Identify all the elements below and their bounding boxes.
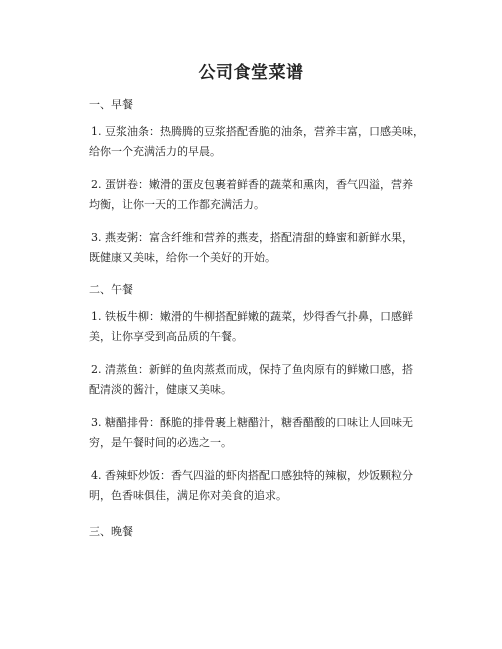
section-heading-lunch: 二、午餐 xyxy=(89,283,133,296)
menu-item-line: 3. 糖醋排骨：酥脆的排骨裹上糖醋汁，糖香醋酸的口味让人回味无 xyxy=(91,416,413,429)
menu-item-line: 明，色香味俱佳，满足你对美食的追求。 xyxy=(89,489,287,502)
menu-item-line: 既健康又美味，给你一个美好的开始。 xyxy=(89,251,276,264)
page-title: 公司食堂菜谱 xyxy=(198,63,304,83)
menu-item-line: 给你一个充满活力的早晨。 xyxy=(89,145,221,158)
menu-item-line: 均衡，让你一天的工作都充满活力。 xyxy=(89,198,265,211)
menu-item-line: 美，让你享受到高品质的午餐。 xyxy=(89,330,243,343)
menu-item-egg-roll xyxy=(89,175,429,215)
menu-item-line: 2. 蛋饼卷：嫩滑的蛋皮包裹着鲜香的蔬菜和熏肉，香气四溢，营养 xyxy=(91,178,413,191)
menu-item-sweet-sour-ribs xyxy=(89,413,429,453)
section-heading-breakfast: 一、早餐 xyxy=(89,98,133,111)
menu-item-line: 2. 清蒸鱼：新鲜的鱼肉蒸煮而成，保持了鱼肉原有的鲜嫩口感，搭 xyxy=(91,363,413,376)
menu-item-line: 4. 香辣虾炒饭：香气四溢的虾肉搭配口感独特的辣椒，炒饭颗粒分 xyxy=(91,469,413,482)
menu-item-line: 穷，是午餐时间的必选之一。 xyxy=(89,436,232,449)
menu-item-steamed-fish xyxy=(89,360,429,400)
menu-item-line: 1. 豆浆油条：热腾腾的豆浆搭配香脆的油条，营养丰富，口感美味， xyxy=(91,125,424,138)
menu-item-beef-steak xyxy=(89,307,429,347)
section-heading-dinner: 三、晚餐 xyxy=(89,525,133,538)
menu-item-line: 1. 铁板牛柳：嫩滑的牛柳搭配鲜嫩的蔬菜，炒得香气扑鼻，口感鲜 xyxy=(91,310,413,323)
menu-item-oatmeal xyxy=(89,228,429,268)
menu-item-line: 3. 燕麦粥：富含纤维和营养的燕麦，搭配清甜的蜂蜜和新鲜水果， xyxy=(91,231,413,244)
menu-item-soymilk-youtiao xyxy=(89,122,429,162)
menu-item-line: 配清淡的酱汁，健康又美味。 xyxy=(89,383,232,396)
menu-item-shrimp-fried-rice xyxy=(89,466,429,506)
